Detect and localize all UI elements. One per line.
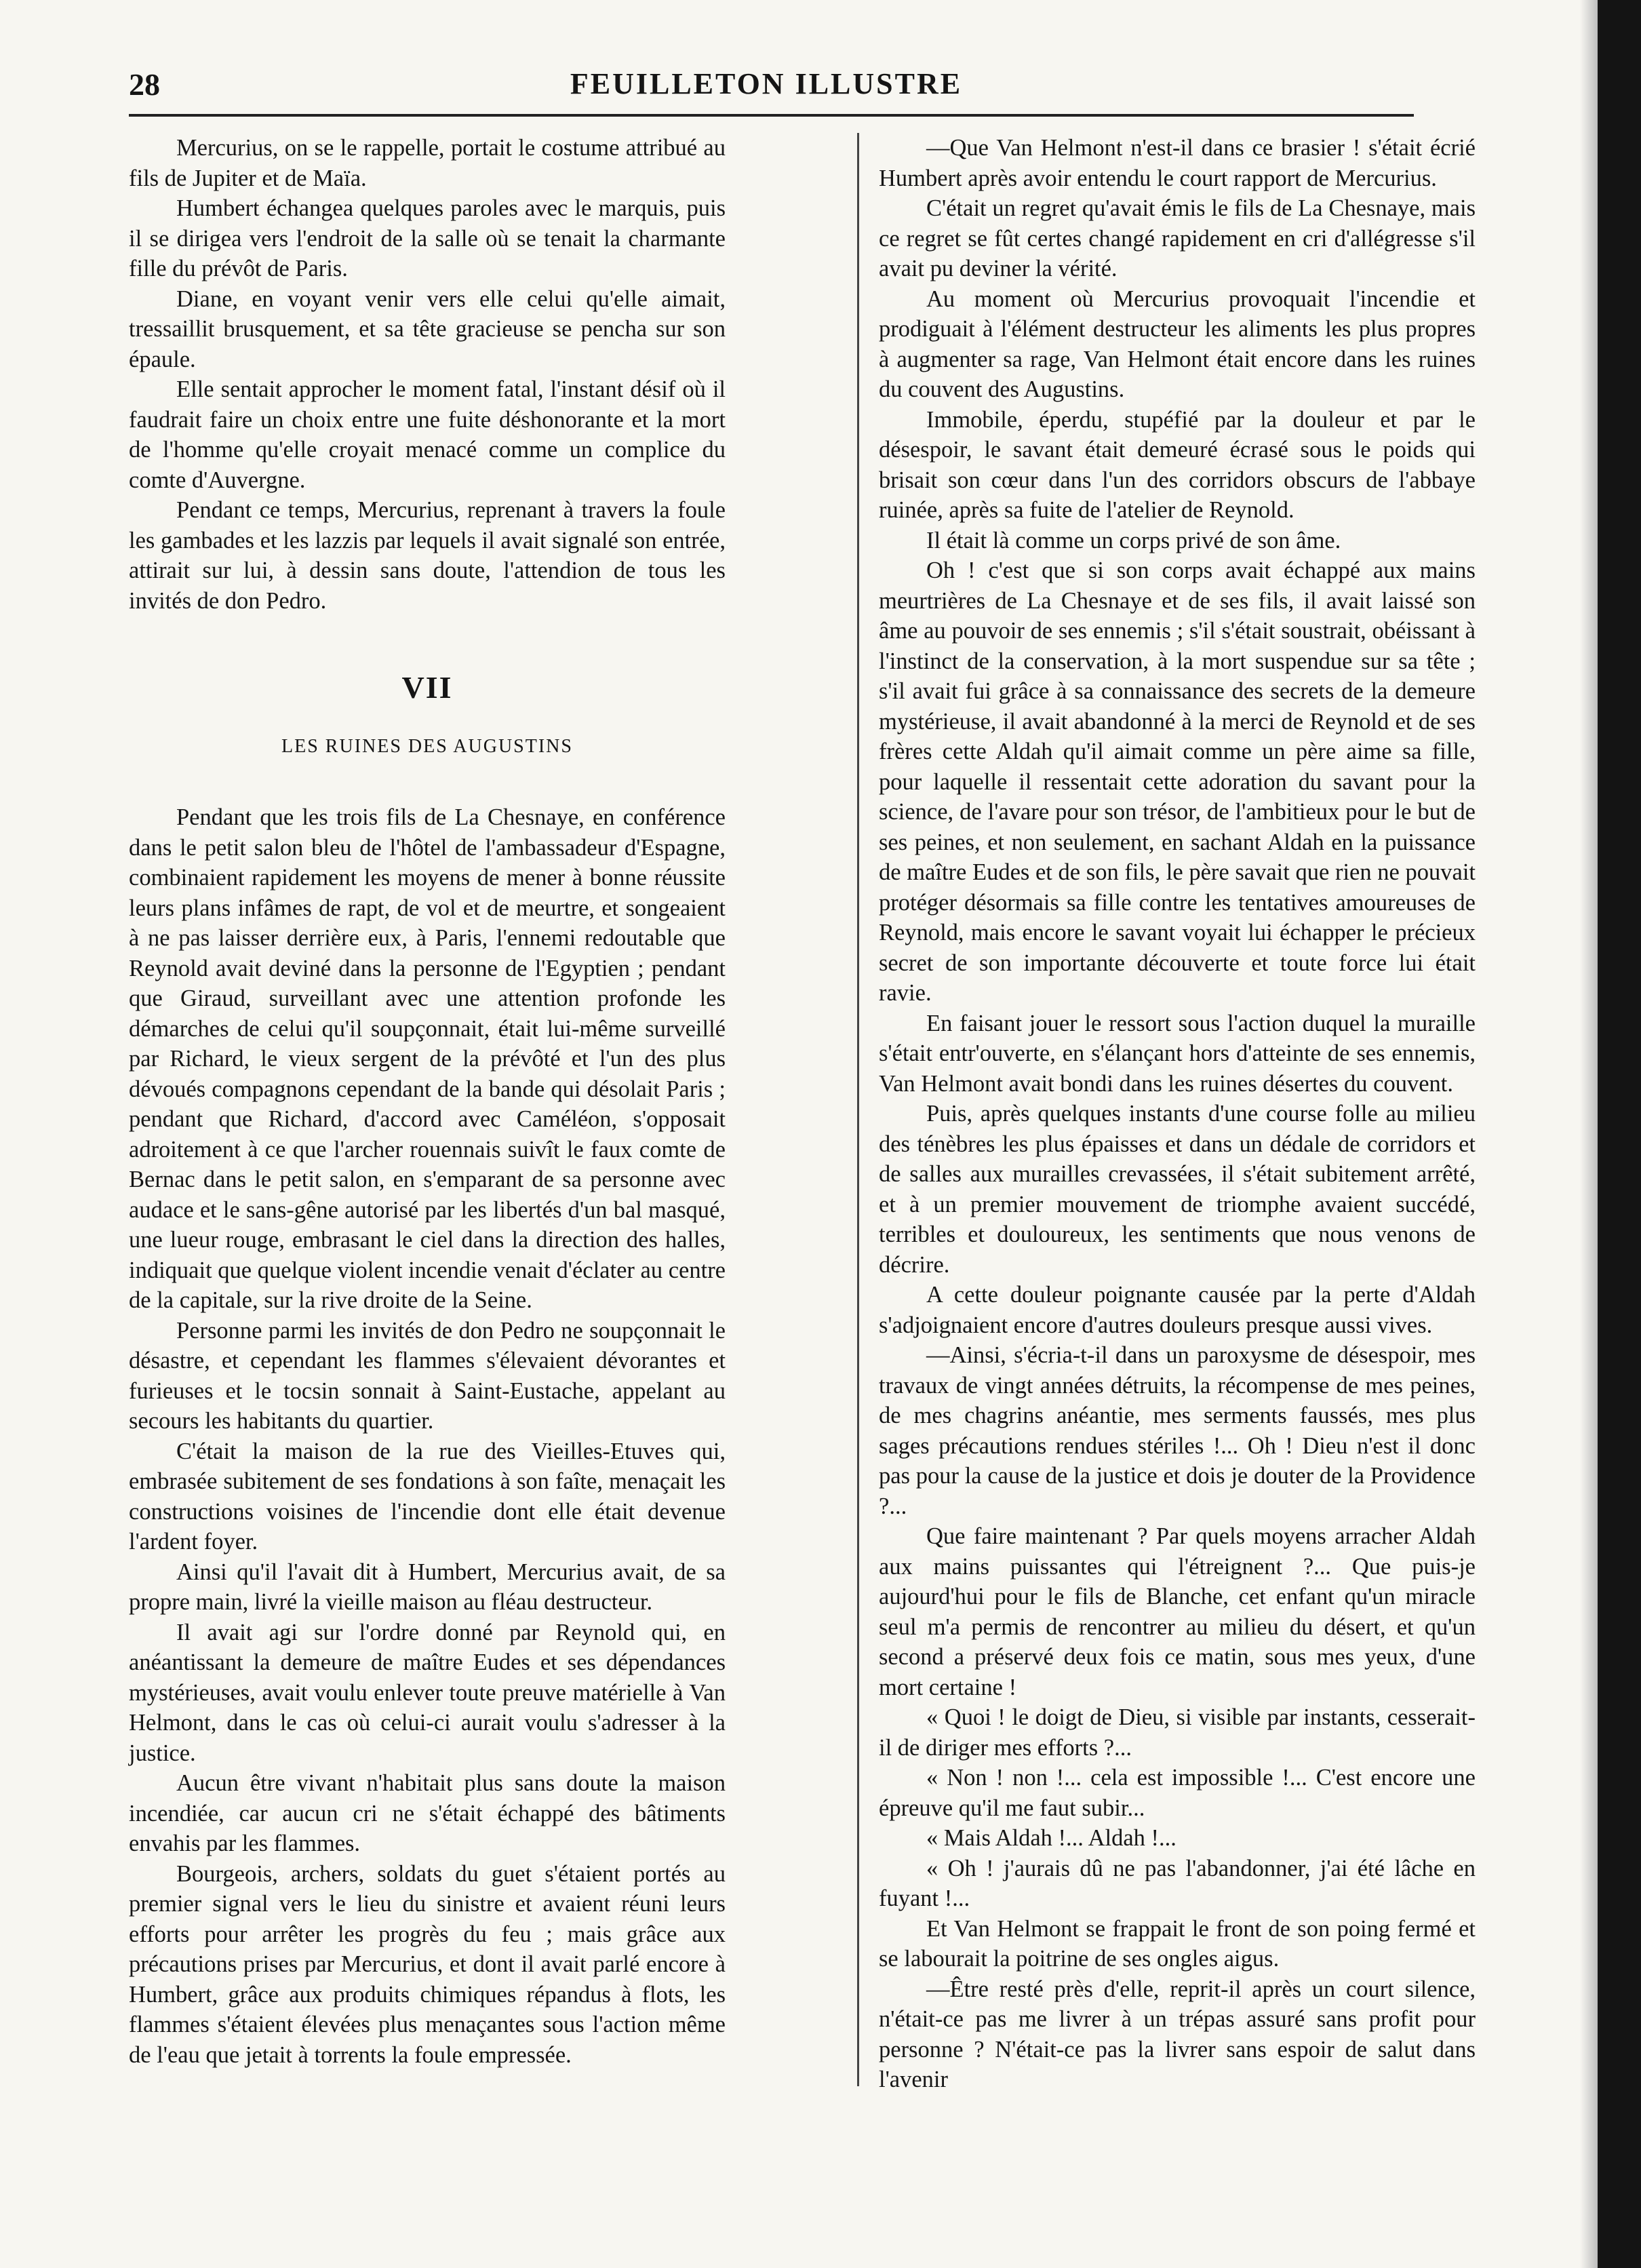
paragraph: Pendant que les trois fils de La Chesnaye, en conférence dans le petit salon bleu de l'hôtel de l'ambassadeur d'Espagne, combinaient rapidement les moyens de mener à bonne réussite leurs plans infâmes de rapt, de vol et de meurtre, et songeaient à ne pas laisser derrière eux, à Paris, l'ennemi redoutable que Reynold avait deviné dans la personne de l'Egyptien ; pendant que Giraud, surveillant avec une attention profonde les démarches de celui qu'il soupçonnait, était lui-même surveillé par Richard, le vieux sergent de la prévôté et l'un des plus dévoués compagnons cependant de la bande qui désolait Paris ; pendant que Richard, d'accord avec Caméléon, s'opposait adroitement à ce que l'archer rouennais suivît le faux comte de Bernac dans le petit salon, en s'emparant de sa personne avec audace et le sans-gêne autorisé par les libertés d'un bal masqué, une lueur rouge, embrasant le ciel dans la direction des halles, indiquait que quelque violent incendie venait d'éclater au centre de la capitale, sur la rive droite de la Seine. bbox=[129, 804, 726, 1313]
page-edge-bar bbox=[1598, 0, 1641, 2268]
paragraph: Oh ! c'est que si son corps avait échappé aux mains meurtrières de La Chesnaye et de ses fils, il avait laissé son âme au pouvoir de ses ennemis ; s'il s'était soustrait, obéissant à l'instinct de la conservation, à la mort suspendue sur sa tête ; s'il avait fui grâce à sa connaissance des secrets de la demeure mystérieuse, il avait abandonné à la merci de Reynold et de ses frères cette Aldah qu'il aimait comme un père aime sa fille, pour laquelle il ressentait cette adoration du savant pour la science, de l'avare pour son trésor, de l'ambitieux pour le but de ses peines, et non seulement, en sachant Aldah en la puissance de maître Eudes et de son fils, le père savait que rien ne pouvait protéger désormais sa fille contre les tentatives amoureuses de Reynold, mais encore le savant voyait lui échapper le précieux secret de son importante découverte et toute force lui était ravie. bbox=[879, 558, 1476, 1006]
paragraph: C'était un regret qu'avait émis le fils de La Chesnaye, mais ce regret se fût certes changé rapidement en cri d'allégresse s'il avait pu deviner la vérité. bbox=[879, 195, 1476, 281]
paragraph: A cette douleur poignante causée par la perte d'Aldah s'adjoignaient encore d'autres douleurs presque aussi vives. bbox=[879, 1282, 1476, 1338]
paragraph: Diane, en voyant venir vers elle celui qu'elle aimait, tressaillit brusquement, et sa tête gracieuse se pencha sur son épaule. bbox=[129, 286, 726, 372]
paragraph: Immobile, éperdu, stupéfié par la douleur et par le désespoir, le savant était demeuré écrasé sous le poids qui brisait son cœur dans l'un des corridors obscurs de l'abbaye ruinée, après sa fuite de l'atelier de Reynold. bbox=[879, 406, 1476, 523]
paragraph: Ainsi qu'il l'avait dit à Humbert, Mercurius avait, de sa propre main, livré la vieille maison au fléau destructeur. bbox=[129, 1559, 726, 1615]
paragraph: « Oh ! j'aurais dû ne pas l'abandonner, j'ai été lâche en fuyant !... bbox=[879, 1855, 1476, 1911]
left-paragraphs-before bbox=[129, 133, 726, 616]
binding-shadow bbox=[1580, 0, 1598, 2268]
left-paragraphs-after bbox=[129, 802, 726, 2070]
page-header bbox=[129, 66, 1404, 107]
column-divider bbox=[857, 133, 859, 2086]
header-rule bbox=[129, 114, 1414, 117]
chapter-title: LES RUINES DES AUGUSTINS bbox=[281, 735, 573, 757]
paragraph: Bourgeois, archers, soldats du guet s'étaient portés au premier signal vers le lieu du sinistre et avaient réuni leurs efforts pour arrêter les progrès du feu ; mais grâce aux précautions prises par Mercurius, et dont il avait parlé encore à Humbert, grâce aux produits chimiques répandus à flots, les flammes s'étaient élevées plus menaçantes sous l'action même de l'eau que jetait à torrents la foule empressée. bbox=[129, 1860, 726, 2068]
paragraph: « Mais Aldah !... Aldah !... bbox=[926, 1825, 1177, 1851]
paragraph: Humbert échangea quelques paroles avec le marquis, puis il se dirigea vers l'endroit de la salle où se tenait la charmante fille du prévôt de Paris. bbox=[129, 195, 726, 281]
paragraph: Personne parmi les invités de don Pedro ne soupçonnait le désastre, et cependant les flammes s'élevaient dévorantes et furieuses et le tocsin sonnait à Saint-Eustache, appelant au secours les habitants du quartier. bbox=[129, 1317, 726, 1434]
paragraph: Elle sentait approcher le moment fatal, l'instant désif où il faudrait faire un choix entre une fuite déshonorante et la mort de l'homme qu'elle croyait menacé comme un complice du comte d'Auvergne. bbox=[129, 376, 726, 493]
running-title: FEUILLETON ILLUSTRE bbox=[570, 67, 963, 100]
paragraph: Mercurius, on se le rappelle, portait le costume attribué au fils de Jupiter et de Maïa. bbox=[129, 135, 726, 191]
paragraph: Puis, après quelques instants d'une course folle au milieu des ténèbres les plus épaisses et dans un dédale de corridors et de salles aux murailles crevassées, il s'était subitement arrêté, et à un premier mouvement de triomphe avaient succédé, terribles et douloureux, les sentiments que nous venons de décrire. bbox=[879, 1101, 1476, 1278]
left-column bbox=[129, 133, 726, 2070]
paragraph: —Que Van Helmont n'est-il dans ce brasier ! s'était écrié Humbert après avoir entendu le court rapport de Mercurius. bbox=[879, 135, 1476, 191]
paragraph: Il avait agi sur l'ordre donné par Reynold qui, en anéantissant la demeure de maître Eudes et ses dépendances mystérieuses, avait voulu enlever toute preuve matérielle à Van Helmont, dans le cas où celui-ci aurait voulu s'adresser à la justice. bbox=[129, 1619, 726, 1766]
paragraph: —Ainsi, s'écria-t-il dans un paroxysme de désespoir, mes travaux de vingt années détruits, la récompense de mes peines, de mes chagrins anéantie, mes serments faussés, mes plus sages précautions rendues stériles !... Oh ! Dieu n'est il donc pas pour la cause de la justice et dois je douter de la Providence ?... bbox=[879, 1342, 1476, 1519]
page-number: 28 bbox=[129, 67, 160, 102]
paragraph: En faisant jouer le ressort sous l'action duquel la muraille s'était entr'ouverte, en s'élançant hors d'atteinte de ses ennemis, Van Helmont avait bondi dans les ruines désertes du couvent. bbox=[879, 1010, 1476, 1097]
right-column bbox=[879, 133, 1476, 2095]
paragraph: « Quoi ! le doigt de Dieu, si visible par instants, cesserait-il de diriger mes efforts ?... bbox=[879, 1704, 1476, 1761]
chapter-number: VII bbox=[401, 670, 453, 705]
paragraph: Aucun être vivant n'habitait plus sans doute la maison incendiée, car aucun cri ne s'était échappé des bâtiments envahis par les flammes. bbox=[129, 1770, 726, 1856]
paragraph: Et Van Helmont se frappait le front de son poing fermé et se labourait la poitrine de ses ongles aigus. bbox=[879, 1915, 1476, 1972]
paragraph: Il était là comme un corps privé de son âme. bbox=[926, 527, 1341, 553]
paragraph: Pendant ce temps, Mercurius, reprenant à travers la foule les gambades et les lazzis par lequels il avait signalé son entrée, attirait sur lui, à dessin sans doute, l'attendion de tous les invités de don Pedro. bbox=[129, 497, 726, 614]
paragraph: « Non ! non !... cela est impossible !... C'est encore une épreuve qu'il me faut subir... bbox=[879, 1765, 1476, 1821]
paragraph: —Être resté près d'elle, reprit-il après un court silence, n'était-ce pas me livrer à un trépas assuré sans profit pour personne ? N'était-ce pas la livrer sans espoir de salut dans l'avenir bbox=[879, 1976, 1476, 2092]
paragraph: Que faire maintenant ? Par quels moyens arracher Aldah aux mains puissantes qui l'étreignent ?... Que puis-je aujourd'hui pour le fils de Blanche, cet enfant qu'un miracle seul m'a permis de rencontrer au milieu du désert, et qu'un second a préservé deux fois ce matin, sous mes yeux, d'une mort certaine ! bbox=[879, 1523, 1476, 1700]
paragraph: C'était la maison de la rue des Vieilles-Etuves qui, embrasée subitement de ses fondations à son faîte, menaçait les constructions voisines de l'incendie dont elle était devenue l'ardent foyer. bbox=[129, 1438, 726, 1555]
paragraph: Au moment où Mercurius provoquait l'incendie et prodiguait à l'élément destructeur les aliments les plus propres à augmenter sa rage, Van Helmont était encore dans les ruines du couvent des Augustins. bbox=[879, 286, 1476, 402]
